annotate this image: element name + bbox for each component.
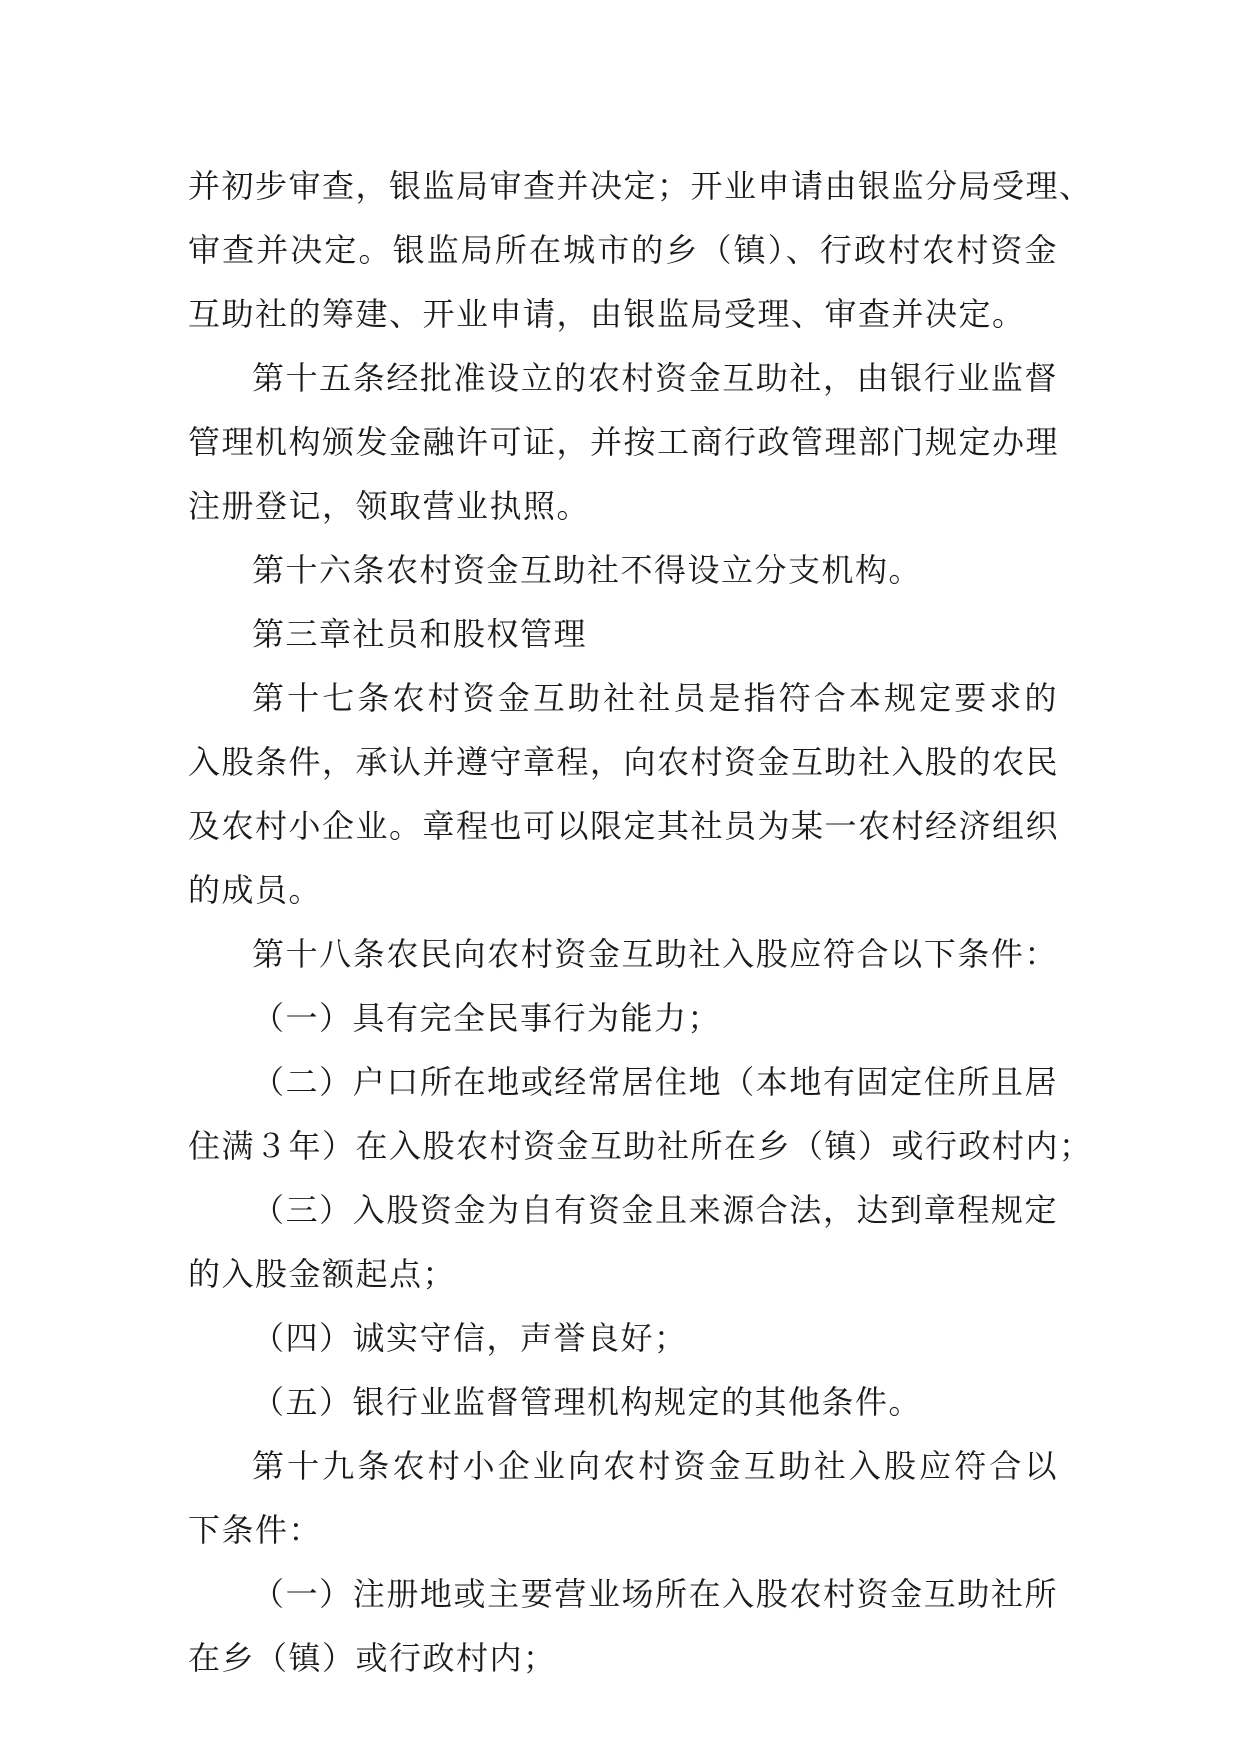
list-item-line: （二）户口所在地或经常居住地（本地有固定住所且居: [252, 1063, 1058, 1101]
article-17-line: 第十七条农村资金互助社社员是指符合本规定要求的: [252, 679, 1058, 717]
text-line: 入股条件，承认并遵守章程，向农村资金互助社入股的农民: [188, 743, 1060, 781]
list-item-line: （一）具有完全民事行为能力；: [252, 999, 722, 1037]
text-line: 互助社的筹建、开业申请，由银监局受理、审查并决定。: [188, 295, 1026, 333]
text-line: 注册登记，领取营业执照。: [188, 487, 591, 525]
chapter-3-heading: 第三章社员和股权管理: [252, 615, 588, 653]
text-line: 审查并决定。银监局所在城市的乡（镇）、行政村农村资金: [188, 231, 1058, 269]
text-line: 在乡（镇）或行政村内；: [188, 1639, 557, 1677]
list-item-line: （五）银行业监督管理机构规定的其他条件。: [252, 1383, 923, 1421]
list-item-line: （四）诚实守信，声誉良好；: [252, 1319, 688, 1357]
article-19-line: 第十九条农村小企业向农村资金互助社入股应符合以: [252, 1447, 1058, 1485]
text-line: 的成员。: [188, 871, 323, 909]
list-item-line: （三）入股资金为自有资金且来源合法，达到章程规定: [252, 1191, 1058, 1229]
text-line: 的入股金额起点；: [188, 1255, 457, 1293]
text-line: 住满３年）在入股农村资金互助社所在乡（镇）或行政村内；: [188, 1127, 1093, 1165]
text-line: 下条件：: [188, 1511, 323, 1549]
article-16-line: 第十六条农村资金互助社不得设立分支机构。: [252, 551, 923, 589]
article-15-line: 第十五条经批准设立的农村资金互助社，由银行业监督: [252, 359, 1058, 397]
text-line: 并初步审查，银监局审查并决定；开业申请由银监分局受理、: [188, 167, 1093, 205]
text-line: 及农村小企业。章程也可以限定其社员为某一农村经济组织: [188, 807, 1060, 845]
list-item-line: （一）注册地或主要营业场所在入股农村资金互助社所: [252, 1575, 1058, 1613]
text-line: 管理机构颁发金融许可证，并按工商行政管理部门规定办理: [188, 423, 1060, 461]
article-18-line: 第十八条农民向农村资金互助社入股应符合以下条件：: [252, 935, 1058, 973]
document-body: [188, 154, 1093, 1690]
